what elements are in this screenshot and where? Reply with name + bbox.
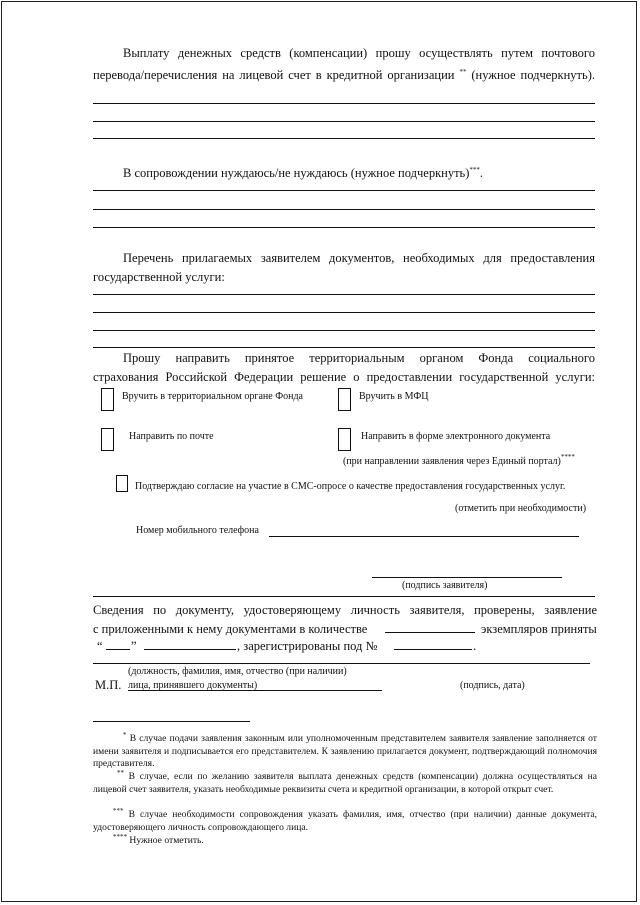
- official-caption-2-underline: [128, 690, 382, 691]
- official-sign-date-caption: (подпись, дата): [460, 680, 525, 691]
- section-divider: [93, 596, 595, 597]
- quote-open: “: [97, 639, 103, 653]
- footnote-separator: [93, 721, 250, 722]
- applicant-signature-line[interactable]: [372, 577, 562, 578]
- footnote-4: [93, 831, 597, 848]
- payment-line2-end: (нужное подчеркнуть).: [471, 68, 596, 82]
- escort-text: В сопровождении нуждаюсь/не нуждаюсь (нужное подчеркнуть): [123, 166, 470, 180]
- footnote-3-text: В случае необходимости сопровождения указать фамилия, имя, отчество (при наличии) данные документа, удостоверяющего личность сопровождающего лица.: [93, 809, 597, 833]
- copies-count-line[interactable]: [385, 632, 475, 633]
- footnote-2-text: В случае, если по желанию заявителя выплата денежных средств (компенсации) должна осуществляться на лицевой счет заявителя, указать необходимые реквизиты счета и кредитной организации, в которой открыт счет.: [93, 771, 597, 795]
- registered-end: .: [473, 639, 477, 653]
- footnote-3: [93, 805, 597, 834]
- checkbox-mfc[interactable]: [338, 388, 351, 411]
- documents-details-line-2[interactable]: [93, 312, 595, 313]
- month-year-line[interactable]: [144, 649, 236, 650]
- registered-text: , зарегистрированы под №: [237, 639, 378, 653]
- footnote-1: [93, 729, 597, 771]
- footnote-4-text: Нужное отметить.: [129, 835, 204, 846]
- payment-line1: Выплату денежных средств (компенсации) прошу осуществлять путем почтового: [123, 46, 595, 60]
- footnote-2-mark: **: [117, 769, 124, 777]
- verification-line2-b: экземпляров приняты: [481, 622, 597, 636]
- checkbox-electronic[interactable]: [338, 428, 351, 451]
- documents-paragraph: [93, 249, 595, 287]
- documents-line2: государственной услуги:: [93, 270, 225, 284]
- phone-input-line[interactable]: [269, 536, 579, 537]
- documents-line1: Перечень прилагаемых заявителем документов, необходимых для предоставления: [123, 251, 595, 265]
- escort-end: .: [479, 166, 484, 180]
- send-request-paragraph: [93, 349, 595, 387]
- footnote-2: [93, 767, 597, 796]
- verification-line1: Сведения по документу, удостоверяющему личность заявителя, проверены, заявление: [93, 603, 597, 617]
- official-signature-line[interactable]: [93, 663, 590, 664]
- verification-line2-a: с приложенными к нему документами в количестве: [93, 622, 368, 636]
- option-mfc-label: Вручить в МФЦ: [359, 391, 429, 402]
- checkbox-fund-office[interactable]: [101, 388, 114, 411]
- payment-details-line-2[interactable]: [93, 121, 595, 122]
- documents-details-line-1[interactable]: [93, 294, 595, 295]
- sms-consent-label: Подтверждаю согласие на участие в СМС-опросе о качестве предоставления государственных услуг.: [135, 481, 566, 492]
- escort-paragraph: [123, 161, 593, 183]
- applicant-signature-caption: (подпись заявителя): [402, 580, 488, 591]
- payment-details-line-1[interactable]: [93, 103, 595, 104]
- footnote-4-mark: ****: [113, 833, 127, 841]
- quote-close: ”: [131, 639, 137, 653]
- phone-label: Номер мобильного телефона: [136, 525, 259, 536]
- footnote-1-mark: *: [123, 731, 127, 739]
- electronic-note-text: (при направлении заявления через Единый портал): [343, 456, 561, 467]
- escort-details-line-1[interactable]: [93, 190, 595, 191]
- mp-label: М.П.: [95, 678, 122, 692]
- footnote-3-mark: ***: [113, 807, 124, 815]
- checkbox-sms-consent[interactable]: [116, 475, 128, 492]
- verification-paragraph: [93, 601, 597, 620]
- send-request-line2: страхования Российской Федерации решение о предоставлении государственной услуги:: [93, 370, 595, 384]
- registration-number-line[interactable]: [394, 649, 472, 650]
- sms-consent-note: (отметить при необходимости): [455, 503, 587, 514]
- send-request-line1: Прошу направить принятое территориальным органом Фонда социального: [123, 351, 595, 365]
- checkbox-by-mail[interactable]: [101, 428, 114, 451]
- option-electronic-note: [343, 453, 575, 467]
- official-caption-2: лица, принявшего документы): [128, 680, 258, 691]
- day-line[interactable]: [106, 649, 130, 650]
- electronic-footnote-mark: ****: [560, 453, 575, 461]
- option-electronic-label: Направить в форме электронного документа: [361, 431, 551, 442]
- escort-details-line-2[interactable]: [93, 209, 595, 210]
- footnote-1-text: В случае подачи заявления законным или уполномоченным представителем заявителя заявление заполняется от имени заявителя и подписывается его представителем. К заявлению прилагается документ, подтверждающий полномочия представителя.: [93, 733, 597, 770]
- option-fund-office-label: Вручить в территориальном органе Фонда: [122, 391, 303, 402]
- option-by-mail-label: Направить по почте: [129, 431, 214, 442]
- official-caption-1: (должность, фамилия, имя, отчество (при наличии): [128, 666, 347, 677]
- payment-paragraph: [93, 44, 595, 85]
- payment-footnote-mark: **: [459, 68, 467, 76]
- payment-details-line-3[interactable]: [93, 138, 595, 139]
- escort-details-line-3[interactable]: [93, 227, 595, 228]
- payment-line2: перевода/перечисления на лицевой счет в кредитной организации: [93, 68, 455, 82]
- escort-footnote-mark: ***: [469, 166, 480, 174]
- documents-details-line-4[interactable]: [93, 347, 595, 348]
- documents-details-line-3[interactable]: [93, 330, 595, 331]
